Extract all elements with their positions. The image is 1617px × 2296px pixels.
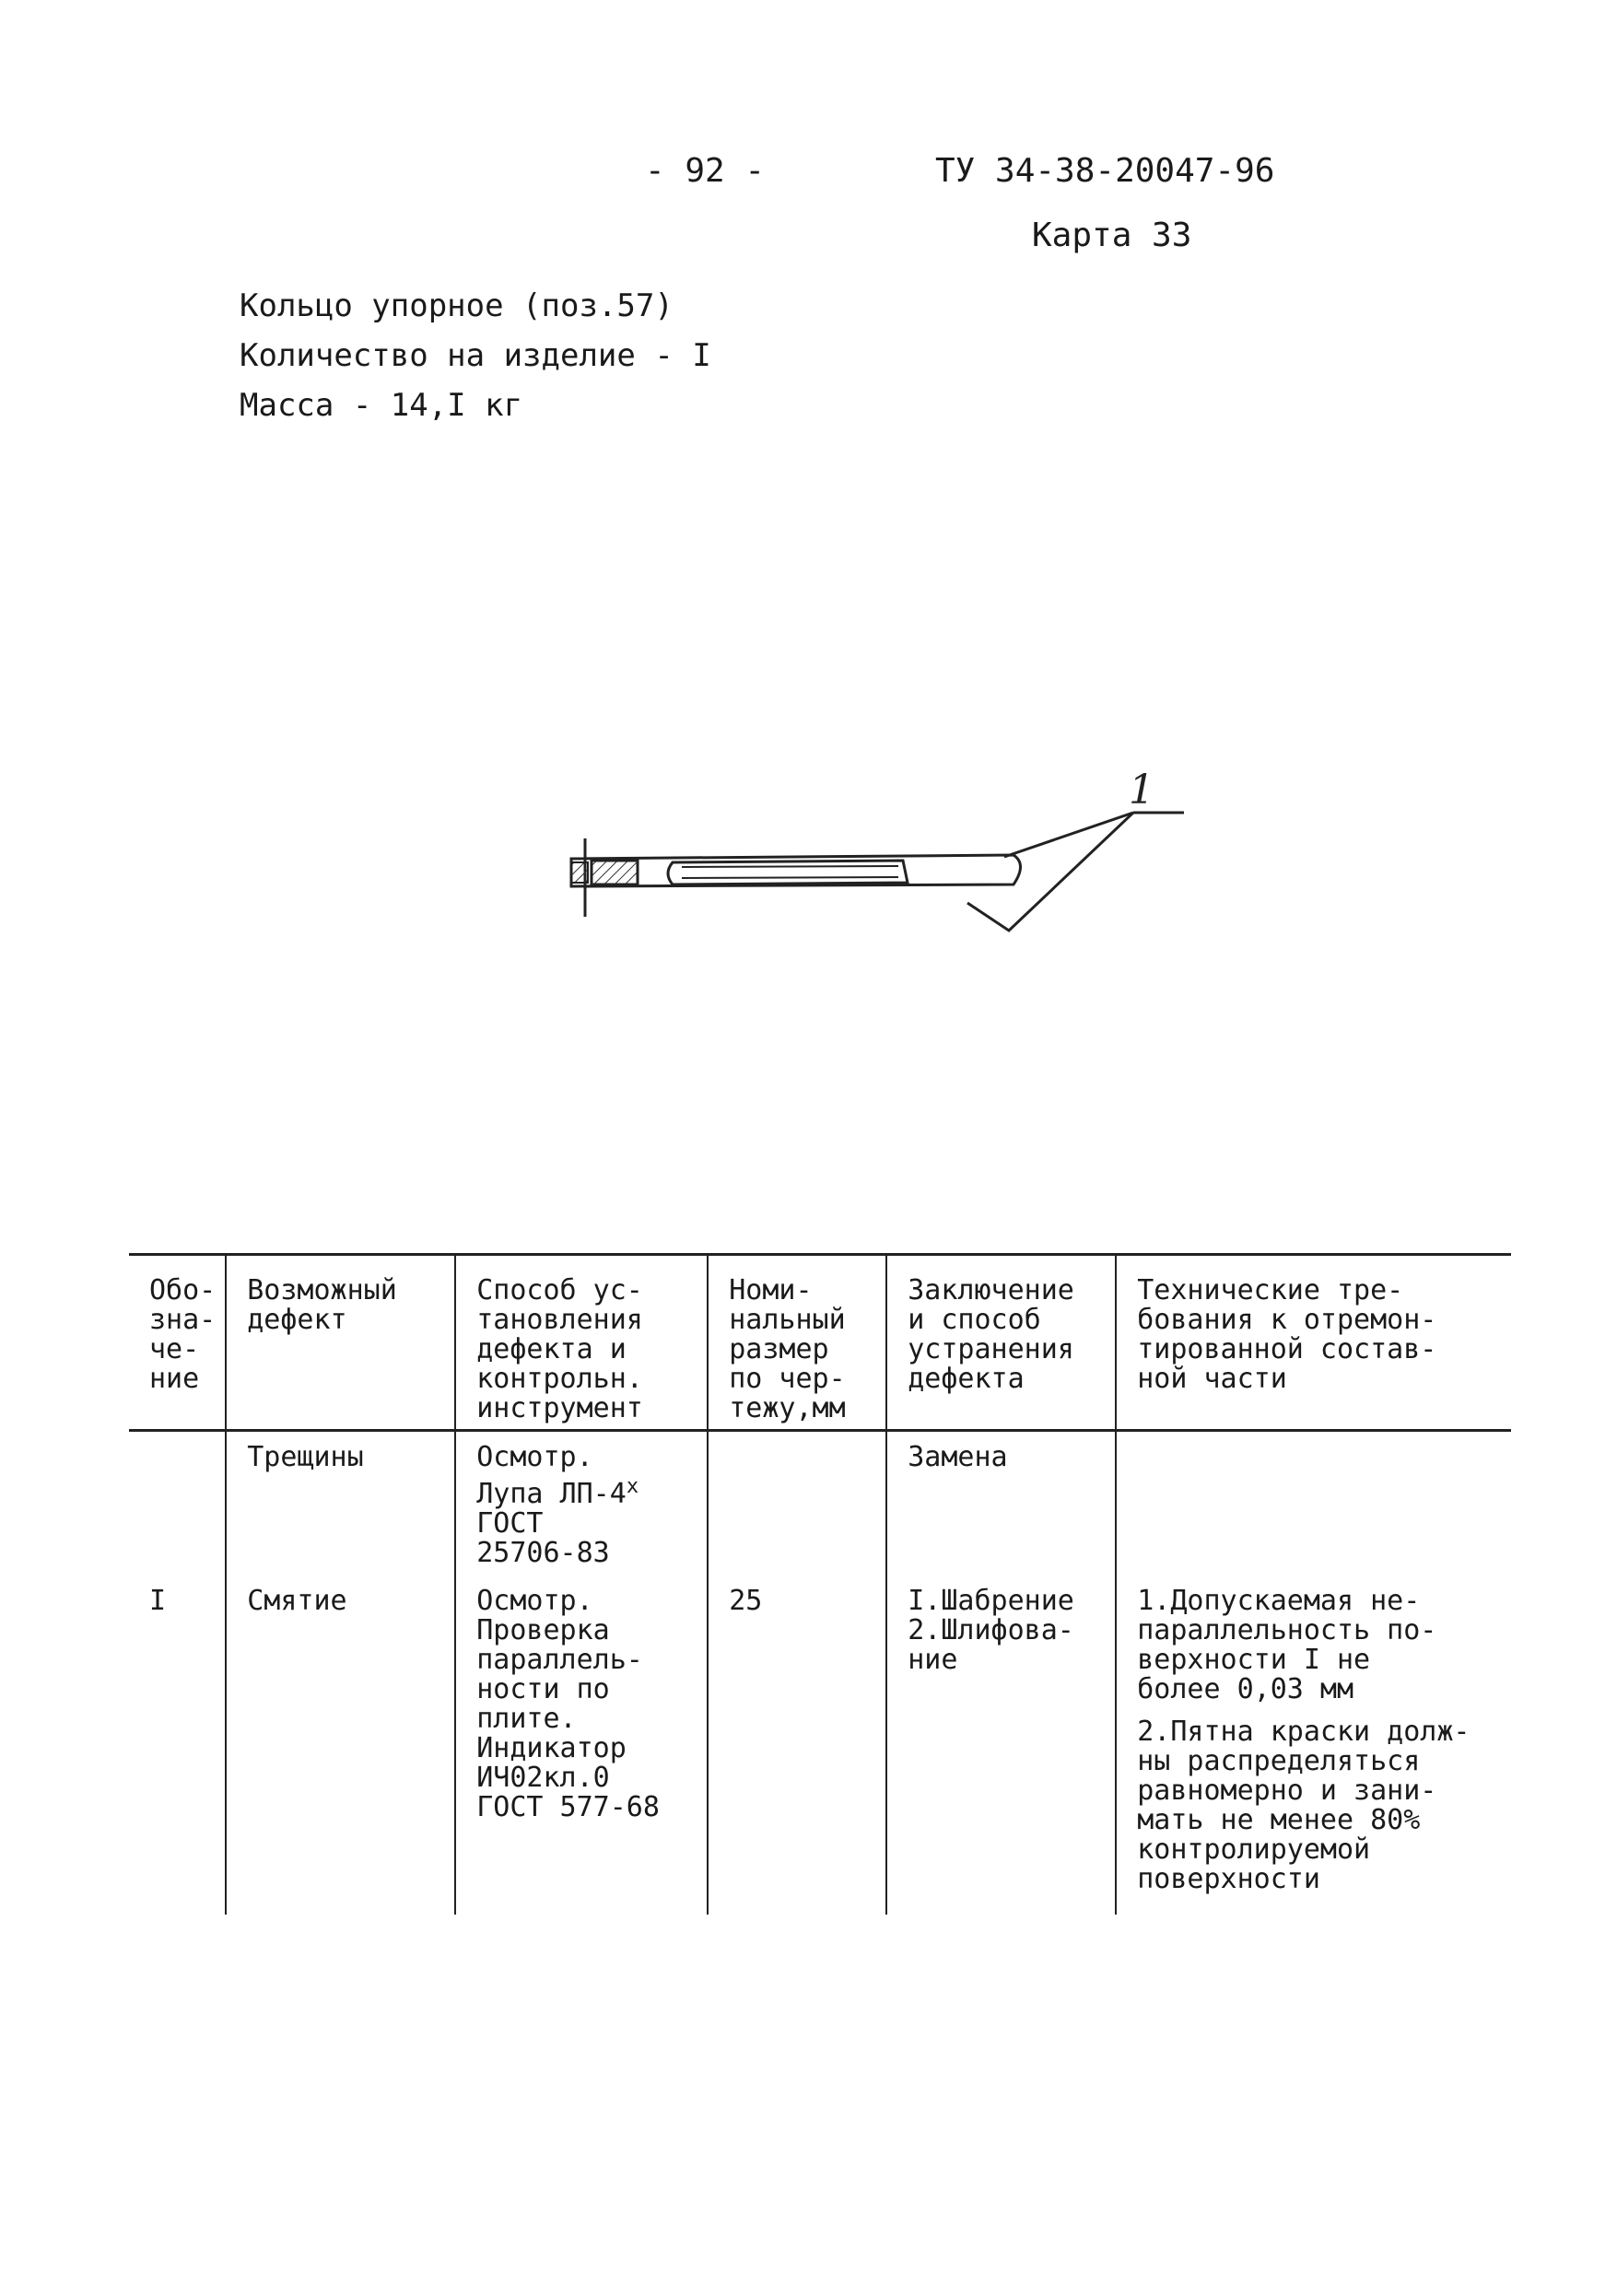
method-line: плите. <box>476 1703 577 1735</box>
method-line: 25706-83 <box>476 1537 610 1569</box>
document-code: ТУ 34-38-20047-96 <box>935 152 1275 190</box>
header-line: Возможный <box>247 1274 397 1306</box>
requirement-line: контролируемой <box>1137 1833 1371 1866</box>
header-line: инструмент <box>476 1392 643 1424</box>
header-line: Технические тре- <box>1137 1274 1404 1306</box>
requirement-line: равномерно и зани- <box>1137 1775 1437 1807</box>
header-cell <box>149 1276 216 1394</box>
requirement-item <box>1137 1717 1502 1894</box>
method-line: ГОСТ 577-68 <box>476 1791 660 1823</box>
requirement-line: ны распределяться <box>1137 1745 1421 1777</box>
footnote-mark: x <box>626 1475 639 1498</box>
cell-defect: Трещины <box>226 1431 455 1576</box>
header-line: ной части <box>1137 1363 1287 1395</box>
method-line: параллель- <box>476 1644 643 1676</box>
header-cell <box>729 1276 876 1423</box>
part-mass: Масса - 14,I кг <box>240 387 523 424</box>
table-row <box>129 1576 1511 1915</box>
cell-defect: Смятие <box>226 1576 455 1915</box>
table-header-row <box>129 1255 1511 1431</box>
header-line: зна- <box>149 1304 217 1336</box>
header-line: дефекта и <box>476 1333 627 1365</box>
header-line: Обо- <box>149 1274 217 1306</box>
callout-label: 1 <box>1129 767 1154 814</box>
conclusion-line: I.Шабрение <box>908 1585 1074 1617</box>
cell-method <box>455 1431 708 1576</box>
header-designation <box>129 1255 226 1431</box>
header-line: тежу,мм <box>729 1392 846 1424</box>
header-line: Номи- <box>729 1274 813 1306</box>
header-method <box>455 1255 708 1431</box>
header-defect <box>226 1255 455 1431</box>
header-line: дефект <box>247 1304 347 1336</box>
requirement-line: 1.Допускаемая не- <box>1137 1585 1421 1617</box>
cell-conclusion <box>886 1431 1116 1576</box>
header-cell <box>908 1276 1106 1394</box>
part-drawing <box>534 756 1198 995</box>
method-line: ности по <box>476 1673 610 1705</box>
header-line: по чер- <box>729 1363 846 1395</box>
header-line: и способ <box>908 1304 1041 1336</box>
cell-nominal: 25 <box>708 1576 886 1915</box>
method-line: Осмотр. <box>476 1585 593 1617</box>
method-line: Лупа ЛП-4$^x$ <box>476 1475 639 1510</box>
requirement-line: мать не менее 80% <box>1137 1804 1421 1836</box>
cell-requirements <box>1116 1431 1511 1576</box>
method-line: Осмотр. <box>476 1441 593 1473</box>
defect-table <box>129 1253 1511 1915</box>
method-line: ИЧ02кл.0 <box>476 1762 610 1794</box>
header-line: устранения <box>908 1333 1074 1365</box>
leader-line-top <box>1004 813 1133 857</box>
header-line: тированной состав- <box>1137 1333 1437 1365</box>
cell-designation: I <box>149 1585 167 1617</box>
method-line: ГОСТ <box>476 1507 544 1540</box>
leader-line-bottom <box>967 813 1133 931</box>
cell-nominal <box>708 1431 886 1576</box>
header-nominal <box>708 1255 886 1431</box>
header-line: Заключение <box>908 1274 1074 1306</box>
requirement-line: верхности I не <box>1137 1644 1371 1676</box>
cell-requirements <box>1116 1576 1511 1915</box>
requirement-line: поверхности <box>1137 1863 1320 1895</box>
header-line: ние <box>149 1363 200 1395</box>
header-requirements <box>1116 1255 1511 1431</box>
header-line: дефекта <box>908 1363 1025 1395</box>
header-conclusion <box>886 1255 1116 1431</box>
part-info <box>240 281 711 430</box>
header-line: че- <box>149 1333 200 1365</box>
header-cell <box>476 1276 697 1423</box>
requirement-line: более 0,03 мм <box>1137 1673 1354 1705</box>
card-number: Карта 33 <box>1032 217 1192 254</box>
cell-conclusion <box>886 1576 1116 1915</box>
cell-method <box>455 1576 708 1915</box>
conclusion-line: Замена <box>908 1441 1008 1473</box>
page-number: - 92 - <box>645 152 766 190</box>
inner-slot <box>668 861 908 884</box>
header-line: Способ ус- <box>476 1274 643 1306</box>
table-row <box>129 1431 1511 1576</box>
cell-designation <box>129 1431 226 1576</box>
header-line: нальный <box>729 1304 846 1336</box>
header-line: бования к отремон- <box>1137 1304 1437 1336</box>
header-line: контрольн. <box>476 1363 643 1395</box>
hatched-section <box>592 861 638 884</box>
part-name: Кольцо упорное (поз.57) <box>240 287 674 324</box>
conclusion-line: 2.Шлифова- <box>908 1614 1074 1646</box>
requirement-item <box>1137 1587 1502 1704</box>
header-line: размер <box>729 1333 829 1365</box>
header-line: тановления <box>476 1304 643 1336</box>
part-quantity: Количество на изделие - I <box>240 337 711 374</box>
method-line: Проверка <box>476 1614 610 1646</box>
requirement-line: параллельность по- <box>1137 1614 1437 1646</box>
method-line: Индикатор <box>476 1732 627 1764</box>
conclusion-line: ние <box>908 1644 958 1676</box>
header-cell <box>1137 1276 1502 1394</box>
requirement-line: 2.Пятна краски долж- <box>1137 1716 1471 1748</box>
header-cell <box>247 1276 445 1335</box>
